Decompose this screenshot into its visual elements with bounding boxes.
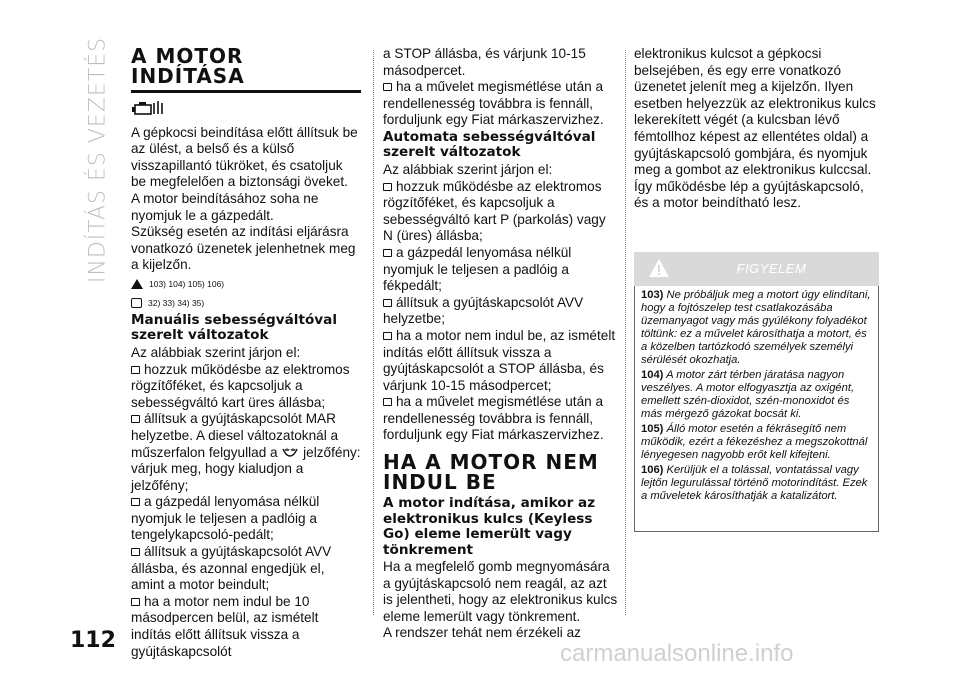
list-item: ha a motor nem indul be, az ismételt indítás előtt állítsuk vissza a gyújtáskapcsolót a STOP állásba, és várjunk 10-15 másodpercet; [383,327,616,393]
column-2 [383,46,618,642]
warning-box-header [634,252,879,286]
list-item: hozzuk működésbe az elektromos rögzítőféket, és kapcsoljuk a sebességváltó kart üres állásba; [131,361,350,410]
keyless-paragraph-1: Ha a megfelelő gomb megnyomására a gyújtáskapcsoló nem reagál, az azt is jelentheti, hogy az elektronikus kulcs eleme lemerült vagy tönkrement. [383,559,618,624]
column-divider [373,50,374,615]
checkbox-bullet-icon [383,249,392,257]
checkbox-bullet-icon [131,498,140,506]
tool-references: 32) 33) 34) 35) [148,297,205,308]
subheading-keyless: A motor indítása, amikor az elektronikus kulcs (Keyless Go) eleme lemerült vagy tönkrement [383,495,596,558]
list-item: ha a művelet megismétlése után a rendellenesség továbbra is fennáll, forduljunk egy Fiat márkaszervizhez. [383,394,604,443]
list-item: állítsuk a gyújtáskapcsolót AVV állásba, és azonnal engedjük el, amint a motor beindult; [131,544,332,593]
list-item: állítsuk a gyújtáskapcsolót AVV helyzetbe; [383,294,584,327]
heading-ha-a-motor-nem-indul-be: HA A MOTOR NEM INDUL BE [383,450,599,495]
warning-reference-row [131,275,361,293]
warning-title: FIGYELEM [736,260,807,276]
subheading-automatic: Automata sebességváltóval szerelt változatok [383,128,596,161]
intro-paragraph-3: Szükség esetén az indítási eljárásra vonatkozó üzenetek jelenhetnek meg a kijelzőn. [131,224,356,273]
warning-references: 103) 104) 105) 106) [149,278,225,289]
page-number: 112 [70,628,116,653]
warning-box-body [634,286,879,532]
manual-intro: Az alábbiak szerint járjon el: [131,344,301,360]
warning-item: 103) Ne próbáljuk meg a motort úgy elindítani, hogy a fojtószelep test csatlakozásába üzemanyagot vagy más gyúlékony folyadékot töltünk: ez a művelet károsíthatja a motort, és a közelben tartózkodó személyek személyi sérülését okozhatja. [641,288,871,366]
column-3 [634,46,879,532]
checkbox-bullet-icon [383,299,392,307]
engine-start-icon [131,99,165,122]
checkbox-bullet-icon [131,548,140,556]
intro-paragraph-1: A gépkocsi beindítása előtt állítsuk be az ülést, a belső és a külső visszapillantó tükröket, és csatoljuk be megfelelően a biztonsági öveket. [131,124,358,190]
tool-reference-row [131,294,361,312]
checkbox-bullet-icon [131,598,140,606]
checkbox-bullet-icon [131,415,140,423]
automatic-intro: Az alábbiak szerint járjon el: [383,161,553,177]
keyless-paragraph-2: A rendszer tehát nem érzékeli az [383,625,581,641]
glow-plug-icon [281,445,299,462]
keyless-continued: elektronikus kulcsot a gépkocsi belsejében, és egy erre vonatkozó üzenetet jelenít meg a kijelzőn. Ilyen esetben helyezzük az elektronikus kulcs lekerekített végét (a kulcsban lévő fémtollhoz képest az ellentétes oldal) a gyújtáskapcsoló gombjára, és nyomjuk meg a gombot az elektronikus kulccsal. Így működésbe lép a gyújtáskapcsoló, és a motor beindítható lesz. [634,46,876,211]
checkbox-bullet-icon [131,366,140,374]
checkbox-bullet-icon [383,183,392,191]
warning-item: 105) Álló motor esetén a fékrásegítő nem működik, ezért a fékezéshez a megszokottnál lényegesen nagyobb erőt kell kifejteni. [641,422,868,461]
heading-motor-inditasa: A MOTOR INDÍTÁSA [131,44,245,88]
heading-rule [131,90,361,93]
list-item: a gázpedál lenyomása nélkül nyomjuk le teljesen a padlóig a tengelykapcsoló-pedált; [131,494,320,543]
column-1 [131,46,361,660]
column-divider [625,50,626,615]
service-tool-icon [131,298,142,308]
list-item: a gázpedál lenyomása nélkül nyomjuk le teljesen a padlóig a fékpedált; [383,244,572,294]
warning-item: 106) Kerüljük el a tolással, vontatással vagy lejtőn legurulással történő motorindítást. Ezek a műveletek károsíthatják a katalizátort. [641,463,868,502]
list-item: hozzuk működésbe az elektromos rögzítőféket, és kapcsoljuk a sebességváltó kart P (parkolás) vagy N (üres) állásba; [383,178,606,244]
checkbox-bullet-icon [383,332,392,340]
intro-paragraph-2: A motor beindításához soha ne nyomjuk le a gázpedált. [131,190,319,223]
warning-triangle-icon [131,279,143,289]
list-item: állítsuk a gyújtáskapcsolót MAR helyzetbe. A diesel változatoknál a műszerfalon felgyullad a jelzőfény: várjuk meg, hogy kialudjon a jelzőfény; [131,411,361,493]
checkbox-bullet-icon [383,83,392,91]
side-section-title: INDÍTÁS ÉS VEZETÉS [85,36,111,284]
subheading-manual: Manuális sebességváltóval szerelt változatok [131,311,337,344]
watermark: carmanualsonline.info [560,640,794,667]
list-item: ha a művelet megismétlése után a rendellenesség továbbra is fennáll, forduljunk egy Fiat márkaszervizhez. [383,79,604,128]
list-item: ha a motor nem indul be 10 másodpercen belül, az ismételt indítás előtt állítsuk vissza a gyújtáskapcsolót [131,593,319,659]
warning-item: 104) A motor zárt térben járatása nagyon veszélyes. A motor elfogyasztja az oxigént, emellett szén-dioxidot, szén-monoxidot és más mérgező gázokat bocsát ki. [641,368,855,420]
continued-text: a STOP állásba, és várjunk 10-15 másodpercet. [383,46,586,78]
checkbox-bullet-icon [383,398,392,406]
